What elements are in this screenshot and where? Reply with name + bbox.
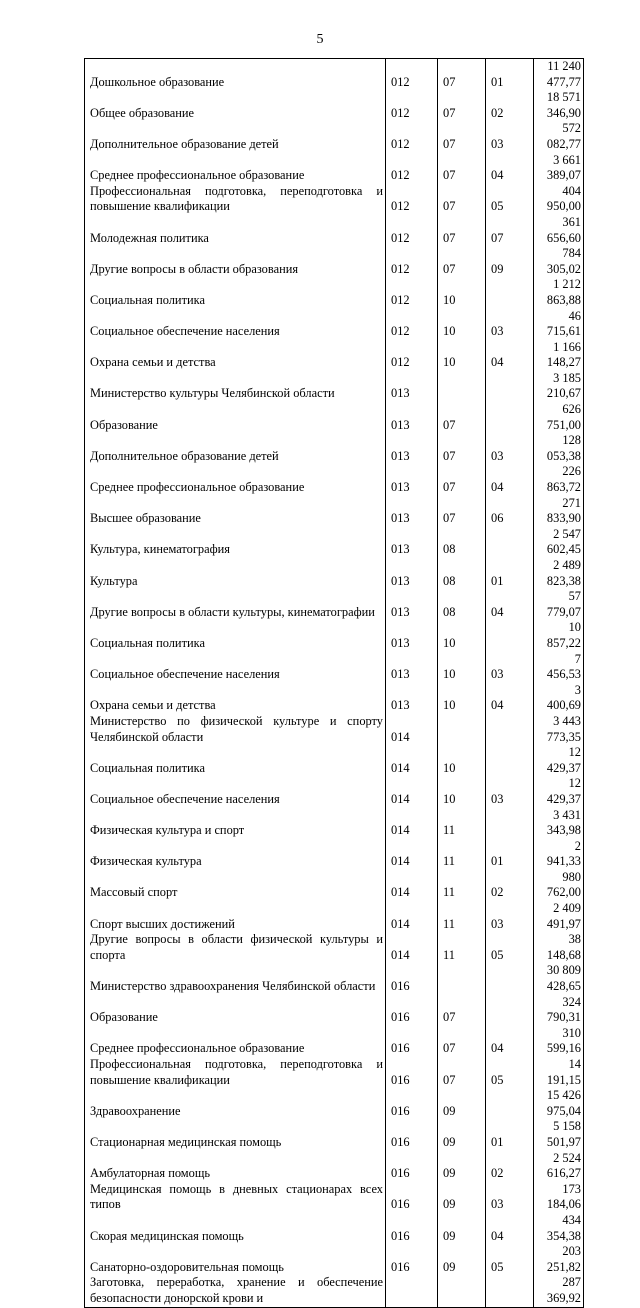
row-name: Культура [85, 558, 386, 589]
row-amount: 572 082,77 [534, 121, 584, 152]
row-subsection: 03 [486, 433, 534, 464]
row-subsection: 03 [486, 309, 534, 340]
row-name: Охрана семьи и детства [85, 340, 386, 371]
row-amount: 980 762,00 [534, 870, 584, 901]
row-amount: 626 751,00 [534, 402, 584, 433]
row-name: Образование [85, 402, 386, 433]
row-name: Охрана семьи и детства [85, 683, 386, 714]
table-row [85, 1151, 584, 1182]
row-code: 014 [386, 776, 438, 807]
row-subsection: 05 [486, 1244, 534, 1275]
table-row [85, 1275, 584, 1307]
row-code: 012 [386, 340, 438, 371]
table-row [85, 121, 584, 152]
row-code: 016 [386, 1213, 438, 1244]
row-subsection: 06 [486, 496, 534, 527]
row-code: 014 [386, 901, 438, 932]
table-row [85, 496, 584, 527]
table-row [85, 558, 584, 589]
row-subsection [486, 527, 534, 558]
row-code: 013 [386, 589, 438, 620]
row-name: Спорт высших достижений [85, 901, 386, 932]
table-row [85, 90, 584, 121]
table-row [85, 215, 584, 246]
row-section: 07 [438, 402, 486, 433]
row-name: Стационарная медицинская помощь [85, 1119, 386, 1150]
row-name: Среднее профессиональное образование [85, 153, 386, 184]
row-subsection: 02 [486, 1151, 534, 1182]
table-row [85, 371, 584, 402]
row-subsection: 03 [486, 776, 534, 807]
table-row [85, 1119, 584, 1150]
row-code: 012 [386, 184, 438, 215]
row-code: 016 [386, 1151, 438, 1182]
row-section: 07 [438, 995, 486, 1026]
row-code: 013 [386, 527, 438, 558]
row-code: 013 [386, 402, 438, 433]
row-section: 10 [438, 652, 486, 683]
table-row [85, 1026, 584, 1057]
row-amount: 1 166 148,27 [534, 340, 584, 371]
row-section: 09 [438, 1244, 486, 1275]
row-name: Массовый спорт [85, 870, 386, 901]
row-name: Амбулаторная помощь [85, 1151, 386, 1182]
row-section: 10 [438, 340, 486, 371]
table-row [85, 620, 584, 651]
row-code: 016 [386, 995, 438, 1026]
table-row [85, 589, 584, 620]
row-subsection: 04 [486, 1026, 534, 1057]
table-row [85, 184, 584, 215]
row-code: 016 [386, 1057, 438, 1088]
row-code: 012 [386, 90, 438, 121]
table-row [85, 1244, 584, 1275]
table-row [85, 870, 584, 901]
table-row [85, 1213, 584, 1244]
row-section: 10 [438, 683, 486, 714]
row-name: Скорая медицинская помощь [85, 1213, 386, 1244]
row-subsection [486, 620, 534, 651]
row-name: Социальное обеспечение населения [85, 776, 386, 807]
table-row [85, 683, 584, 714]
row-name: Министерство здравоохранения Челябинской области [85, 963, 386, 994]
row-amount: 3 443 773,35 [534, 714, 584, 745]
row-section: 09 [438, 1213, 486, 1244]
table-row [85, 277, 584, 308]
row-subsection: 09 [486, 246, 534, 277]
table-row [85, 59, 584, 91]
row-code: 013 [386, 620, 438, 651]
row-section: 07 [438, 1026, 486, 1057]
row-amount: 2 489 823,38 [534, 558, 584, 589]
row-section: 11 [438, 808, 486, 839]
row-code: 013 [386, 683, 438, 714]
row-amount: 12 429,37 [534, 776, 584, 807]
row-section: 09 [438, 1151, 486, 1182]
row-name: Профессиональная подготовка, переподготовка и повышение квалификации [85, 184, 386, 215]
row-section: 11 [438, 932, 486, 963]
row-section: 08 [438, 589, 486, 620]
row-name: Другие вопросы в области культуры, кинематографии [85, 589, 386, 620]
table-row [85, 464, 584, 495]
row-code: 013 [386, 371, 438, 402]
row-subsection [486, 1088, 534, 1119]
row-subsection: 04 [486, 340, 534, 371]
row-section: 08 [438, 558, 486, 589]
row-section: 07 [438, 153, 486, 184]
row-section: 10 [438, 776, 486, 807]
row-code: 013 [386, 464, 438, 495]
page-number: 5 [316, 32, 324, 47]
row-amount: 11 240 477,77 [534, 59, 584, 91]
row-name: Медицинская помощь в дневных стационарах всех типов [85, 1182, 386, 1213]
row-section: 11 [438, 839, 486, 870]
row-amount: 173 184,06 [534, 1182, 584, 1213]
row-amount: 12 429,37 [534, 745, 584, 776]
row-subsection [486, 1275, 534, 1307]
table-row [85, 901, 584, 932]
table-row [85, 714, 584, 745]
row-code: 012 [386, 121, 438, 152]
row-name: Социальная политика [85, 745, 386, 776]
row-code: 016 [386, 963, 438, 994]
row-section: 07 [438, 215, 486, 246]
row-amount: 310 599,16 [534, 1026, 584, 1057]
row-section: 07 [438, 496, 486, 527]
row-subsection [486, 995, 534, 1026]
row-name: Заготовка, переработка, хранение и обеспечение безопасности донорской крови и [85, 1275, 386, 1307]
row-section [438, 714, 486, 745]
row-amount: 7 456,53 [534, 652, 584, 683]
row-amount: 10 857,22 [534, 620, 584, 651]
table-row [85, 246, 584, 277]
row-amount: 271 833,90 [534, 496, 584, 527]
row-amount: 128 053,38 [534, 433, 584, 464]
row-amount: 2 524 616,27 [534, 1151, 584, 1182]
row-amount: 30 809 428,65 [534, 963, 584, 994]
row-subsection: 04 [486, 589, 534, 620]
row-subsection: 02 [486, 870, 534, 901]
row-section: 07 [438, 1057, 486, 1088]
row-code: 013 [386, 558, 438, 589]
row-name: Социальное обеспечение населения [85, 309, 386, 340]
table-row [85, 776, 584, 807]
table-row [85, 839, 584, 870]
table-row [85, 1057, 584, 1088]
table-row [85, 963, 584, 994]
row-amount: 324 790,31 [534, 995, 584, 1026]
row-section: 07 [438, 433, 486, 464]
row-code: 014 [386, 745, 438, 776]
row-section: 11 [438, 870, 486, 901]
row-code: 014 [386, 714, 438, 745]
row-section: 07 [438, 246, 486, 277]
row-code: 012 [386, 309, 438, 340]
row-name: Социальное обеспечение населения [85, 652, 386, 683]
row-subsection: 01 [486, 839, 534, 870]
row-section: 09 [438, 1182, 486, 1213]
row-section: 09 [438, 1119, 486, 1150]
row-section: 08 [438, 527, 486, 558]
row-subsection: 04 [486, 683, 534, 714]
row-subsection: 05 [486, 1057, 534, 1088]
row-code: 016 [386, 1088, 438, 1119]
table-row [85, 745, 584, 776]
table-row [85, 995, 584, 1026]
row-subsection: 04 [486, 1213, 534, 1244]
row-code: 013 [386, 433, 438, 464]
row-code: 014 [386, 932, 438, 963]
row-amount: 1 212 863,88 [534, 277, 584, 308]
table-row [85, 309, 584, 340]
row-subsection: 03 [486, 121, 534, 152]
row-amount: 226 863,72 [534, 464, 584, 495]
row-code: 016 [386, 1244, 438, 1275]
row-code: 013 [386, 496, 438, 527]
row-amount: 404 950,00 [534, 184, 584, 215]
row-name: Здравоохранение [85, 1088, 386, 1119]
row-name: Социальная политика [85, 620, 386, 651]
row-code: 016 [386, 1119, 438, 1150]
table-row [85, 433, 584, 464]
table-row [85, 1088, 584, 1119]
row-name: Молодежная политика [85, 215, 386, 246]
row-code: 014 [386, 870, 438, 901]
row-amount: 434 354,38 [534, 1213, 584, 1244]
table-row [85, 153, 584, 184]
row-amount: 3 431 343,98 [534, 808, 584, 839]
row-name: Физическая культура и спорт [85, 808, 386, 839]
row-name: Физическая культура [85, 839, 386, 870]
row-name: Социальная политика [85, 277, 386, 308]
row-amount: 361 656,60 [534, 215, 584, 246]
table-row [85, 652, 584, 683]
row-code: 012 [386, 277, 438, 308]
row-section [438, 1275, 486, 1307]
row-subsection: 04 [486, 464, 534, 495]
row-name: Образование [85, 995, 386, 1026]
row-amount: 18 571 346,90 [534, 90, 584, 121]
row-name: Министерство культуры Челябинской области [85, 371, 386, 402]
row-amount: 2 409 491,97 [534, 901, 584, 932]
row-subsection [486, 402, 534, 433]
row-name: Дополнительное образование детей [85, 121, 386, 152]
row-name: Среднее профессиональное образование [85, 464, 386, 495]
table-row [85, 527, 584, 558]
row-amount: 5 158 501,97 [534, 1119, 584, 1150]
row-amount: 2 941,33 [534, 839, 584, 870]
row-subsection: 02 [486, 90, 534, 121]
row-amount: 203 251,82 [534, 1244, 584, 1275]
row-section: 09 [438, 1088, 486, 1119]
row-section: 10 [438, 309, 486, 340]
row-subsection [486, 714, 534, 745]
row-name: Санаторно-оздоровительная помощь [85, 1244, 386, 1275]
row-amount: 3 400,69 [534, 683, 584, 714]
row-code: 014 [386, 839, 438, 870]
table-row [85, 932, 584, 963]
row-subsection [486, 277, 534, 308]
row-amount: 784 305,02 [534, 246, 584, 277]
row-code: 013 [386, 652, 438, 683]
row-section [438, 371, 486, 402]
row-name: Другие вопросы в области физической культуры и спорта [85, 932, 386, 963]
row-name: Общее образование [85, 90, 386, 121]
row-subsection: 01 [486, 59, 534, 91]
table-row [85, 402, 584, 433]
row-section: 07 [438, 184, 486, 215]
row-subsection: 03 [486, 901, 534, 932]
row-amount: 2 547 602,45 [534, 527, 584, 558]
row-subsection [486, 808, 534, 839]
row-name: Высшее образование [85, 496, 386, 527]
row-section: 10 [438, 620, 486, 651]
row-code: 016 [386, 1182, 438, 1213]
row-code: 012 [386, 153, 438, 184]
row-subsection: 04 [486, 153, 534, 184]
row-name: Министерство по физической культуре и спорту Челябинской области [85, 714, 386, 745]
row-amount: 57 779,07 [534, 589, 584, 620]
table-row [85, 340, 584, 371]
table-row [85, 808, 584, 839]
row-name: Профессиональная подготовка, переподготовка и повышение квалификации [85, 1057, 386, 1088]
budget-table [84, 58, 584, 1308]
row-section: 07 [438, 59, 486, 91]
row-amount: 3 185 210,67 [534, 371, 584, 402]
row-name: Другие вопросы в области образования [85, 246, 386, 277]
row-subsection [486, 371, 534, 402]
row-amount: 38 148,68 [534, 932, 584, 963]
row-subsection: 05 [486, 932, 534, 963]
row-subsection [486, 745, 534, 776]
row-section: 11 [438, 901, 486, 932]
row-code: 014 [386, 808, 438, 839]
row-subsection: 01 [486, 1119, 534, 1150]
row-section [438, 963, 486, 994]
row-subsection: 07 [486, 215, 534, 246]
row-section: 07 [438, 90, 486, 121]
row-section: 07 [438, 464, 486, 495]
row-name: Дошкольное образование [85, 59, 386, 91]
row-subsection: 01 [486, 558, 534, 589]
row-name: Дополнительное образование детей [85, 433, 386, 464]
row-section: 07 [438, 121, 486, 152]
row-amount: 287 369,92 [534, 1275, 584, 1307]
row-amount: 15 426 975,04 [534, 1088, 584, 1119]
row-subsection: 05 [486, 184, 534, 215]
row-section: 10 [438, 745, 486, 776]
table-row [85, 1182, 584, 1213]
row-code: 012 [386, 59, 438, 91]
row-code [386, 1275, 438, 1307]
row-subsection: 03 [486, 652, 534, 683]
row-code: 012 [386, 215, 438, 246]
row-code: 016 [386, 1026, 438, 1057]
row-name: Среднее профессиональное образование [85, 1026, 386, 1057]
row-section: 10 [438, 277, 486, 308]
row-subsection [486, 963, 534, 994]
row-amount: 3 661 389,07 [534, 153, 584, 184]
row-amount: 14 191,15 [534, 1057, 584, 1088]
row-name: Культура, кинематография [85, 527, 386, 558]
row-amount: 46 715,61 [534, 309, 584, 340]
row-code: 012 [386, 246, 438, 277]
row-subsection: 03 [486, 1182, 534, 1213]
